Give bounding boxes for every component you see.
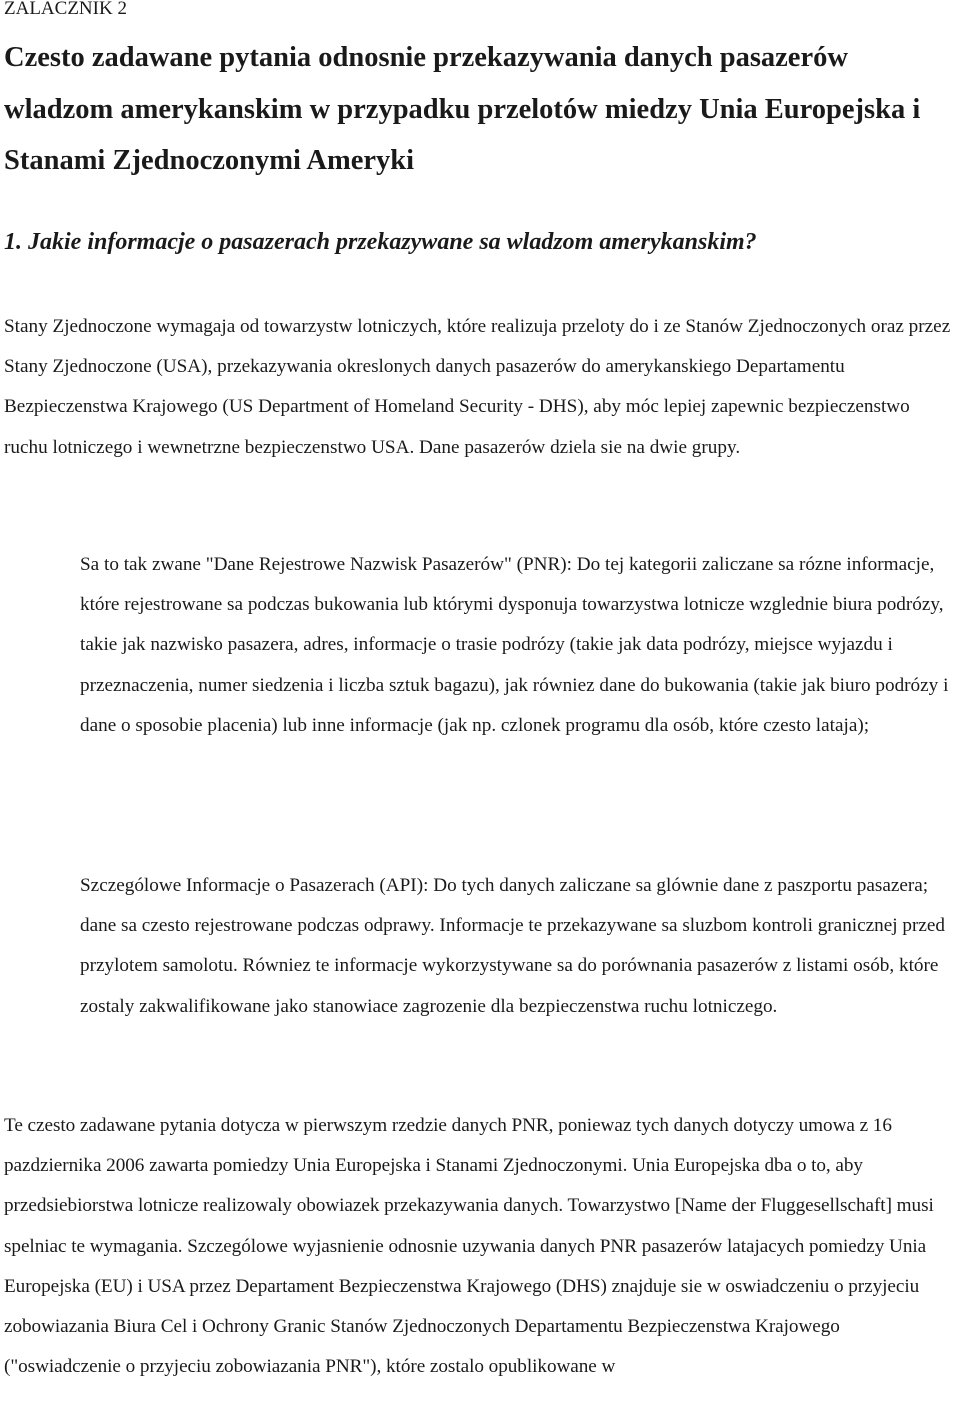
intro-paragraph: Stany Zjednoczone wymagaja od towarzystw lotniczych, które realizuja przeloty do i ze Stanów Zjednoczonych oraz przez Stany Zjednoczone (USA), przekazywania okreslonych danych pasazerów do amerykanskiego Departamentu Bezpieczenstwa Krajowego (US Department of Homeland Security - DHS), aby móc lepiej zapewnic bezpieczenstwo ruchu lotniczego i wewnetrzne bezpieczenstwo USA. Dane pasazerów dziela sie na dwie grupy. bbox=[4, 316, 951, 458]
api-paragraph: Szczególowe Informacje o Pasazerach (API): Do tych danych zaliczane sa glównie dane z paszportu pasazera; dane sa czesto rejestrowane podczas odprawy. Informacje te przekazywane sa sluzbom kontroli granicznej przed przylotem samolotu. Równiez te informacje wykorzystywane sa do porównania pasazerów z listami osób, które zostaly zakwalifikowane jako stanowiace zagrozenie dla bezpieczenstwa ruchu lotniczego. bbox=[80, 875, 946, 1017]
question-heading: 1. Jakie informacje o pasazerach przekazywane sa wladzom amerykanskim? bbox=[4, 229, 757, 255]
annex-label: ZALACZNIK 2 bbox=[4, 0, 127, 19]
pnr-paragraph: Sa to tak zwane "Dane Rejestrowe Nazwisk Pasazerów" (PNR): Do tej kategorii zaliczane sa rózne informacje, które rejestrowane sa podczas bukowania lub którymi dysponuja towarzystwa lotnicze wzglednie biura podrózy, takie jak nazwisko pasazera, adres, informacje o trasie podrózy (takie jak data podrózy, miejsce wyjazdu i przeznaczenia, numer siedzenia i liczba sztuk bagazu), jak równiez dane do bukowania (takie jak biuro podrózy i dane o sposobie placenia) lub inne informacje (jak np. czlonek programu dla osób, które czesto lataja); bbox=[80, 554, 949, 736]
closing-paragraph: Te czesto zadawane pytania dotycza w pierwszym rzedzie danych PNR, poniewaz tych danych dotyczy umowa z 16 pazdziernika 2006 zawarta pomiedzy Unia Europejska i Stanami Zjednoczonymi. Unia Europejska dba o to, aby przedsiebiorstwa lotnicze realizowaly obowiazek przekazywania danych. Towarzystwo [Name der Fluggesellschaft] musi spelniac te wymagania. Szczególowe wyjasnienie odnosnie uzywania danych PNR pasazerów latajacych pomiedzy Unia Europejska (EU) i USA przez Departament Bezpieczenstwa Krajowego (DHS) znajduje sie w oswiadczeniu o przyjeciu zobowiazania Biura Cel i Ochrony Granic Stanów Zjednoczonych Departamentu Bezpieczenstwa Krajowego ("oswiadczenie o przyjeciu zobowiazania PNR"), które zostalo opublikowane w bbox=[4, 1115, 934, 1378]
document-title: Czesto zadawane pytania odnosnie przekazywania danych pasazerów wladzom amerykanskim w przypadku przelotów miedzy Unia Europejska i Stanami Zjednoczonymi Ameryki bbox=[4, 42, 921, 176]
